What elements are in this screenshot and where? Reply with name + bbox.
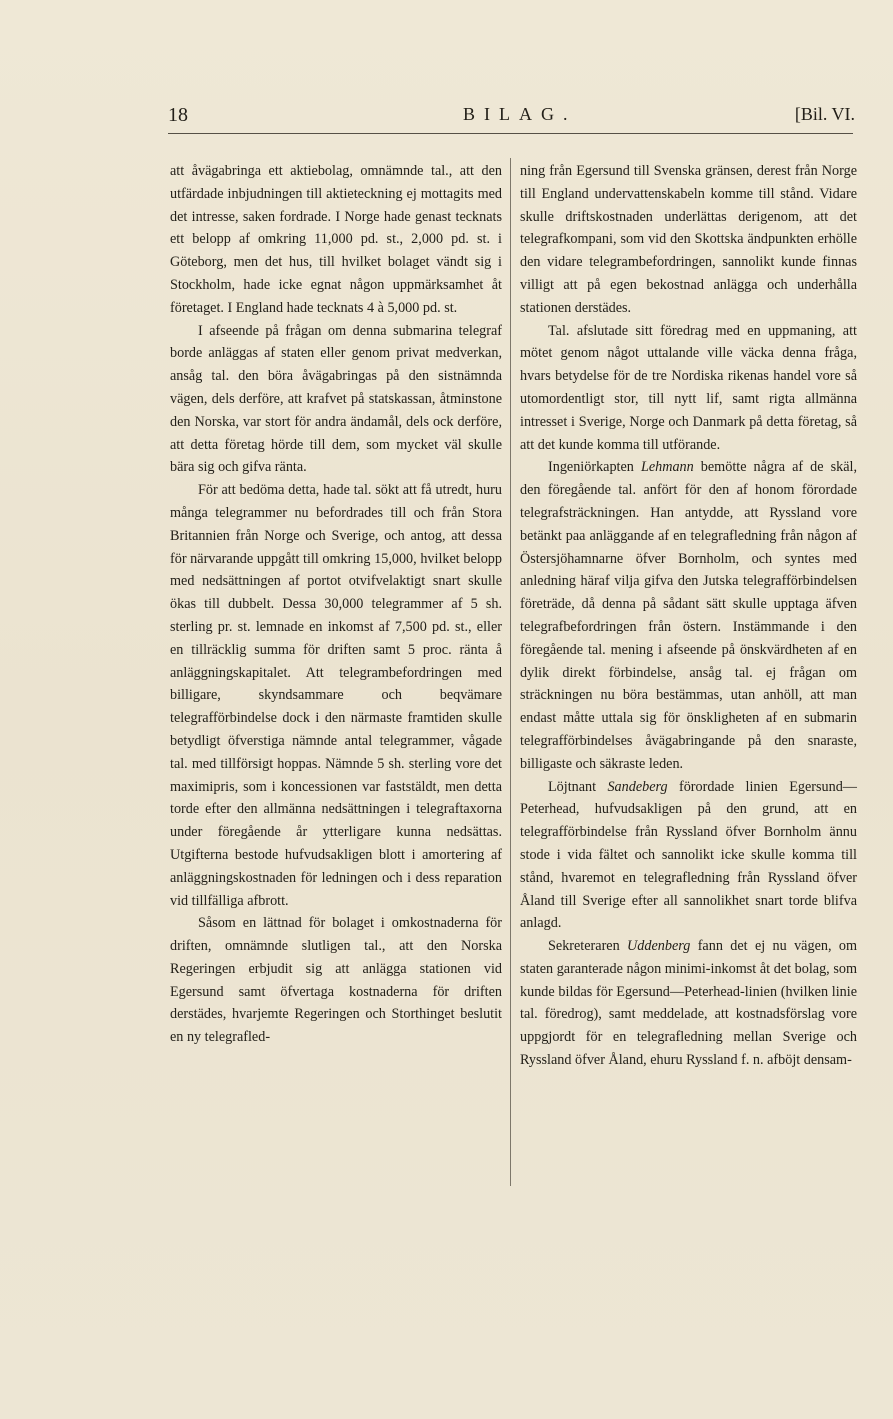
speaker-name-uddenberg: Uddenberg <box>627 938 691 955</box>
left-column <box>170 160 502 1049</box>
right-column <box>520 160 857 1072</box>
paragraph-body: bemötte några af de skäl, den föregående tal. anfört för den af honom förordade telegrafsträckningen. Han antydde, att Ryssland vore betänkt paa anläggande af en telegrafledning från någon af Östersjöhamnarne öfver Bornholm, och syntes med anledning häraf vilja gifva den Jutska telegrafförbindelsen företräde, då denna på sådant sätt skulle upptaga äfven telegrafbefordringen från östern. Instämmande i den föregående tal. mening i afseende på önskvärdheten af en dylik direkt förbindelse, ansåg tal. ej frågan om sträckningen nu böra bestämmas, utan anhöll, att man endast måtte uttala sig för önskligheten af en submarin telegrafförbindelses åvägabringande på den snaraste, billigaste och säkraste leden. <box>520 459 857 772</box>
paragraph-lead: Sekreteraren <box>548 938 628 955</box>
left-paragraph-2: I afseende på frågan om denna submarina telegraf borde anläggas af staten eller genom privat medverkan, ansåg tal. den böra åvägabringas på den sistnämnda vägen, dels derföre, att krafvet på statskassan, åtminstone den Norska, var stort för andra ändamål, dels ock derföre, att detta företag hörde till dem, som mycket väl skulle bära sig och gifva ränta. <box>170 322 502 476</box>
paragraph-lead: Löjtnant <box>548 778 608 795</box>
paragraph-lead: Ingeniörkapten <box>548 459 641 476</box>
speaker-name-sandeberg: Sandeberg <box>607 778 668 795</box>
right-paragraph-5 <box>520 935 857 1072</box>
left-paragraph-1: att åvägabringa ett aktiebolag, omnämnde tal., att den utfärdade inbjudningen till aktieteckning ej mottagits med det intresse, saken fordrade. I Norge hade genast tecknats ett belopp af omkring 11,000 pd. st., 2,000 pd. st. i Göteborg, men det hus, till hvilket bolaget vändt sig i Stockholm, hade icke egnat någon uppmärksamhet åt företaget. I England hade tecknats 4 à 5,000 pd. st. <box>170 163 502 316</box>
page-number: 18 <box>168 104 188 126</box>
header-rule <box>168 133 853 134</box>
left-paragraph-4: Såsom en lättnad för bolaget i omkostnaderna för driften, omnämnde slutligen tal., att den Norska Regeringen erbjudit sig att anlägga stationen vid Egersund samt öfvertaga kostnaderna för driften derstädes, hvarjemte Regeringen och Storthinget beslutit en ny telegrafled- <box>170 915 502 1046</box>
speaker-name-lehmann: Lehmann <box>640 459 694 476</box>
running-title: BILAG. <box>463 104 577 124</box>
right-paragraph-4 <box>520 776 857 936</box>
left-paragraph-3: För att bedöma detta, hade tal. sökt att få utredt, huru många telegrammer nu befordrades till och från Stora Britannien från Norge och Sverige, och antog, att dessa för närvarande uppgått till omkring 15,000, hvilket belopp med nedsättningen af portot otvifvelaktigt snart skulle ökas till dubbelt. Dessa 30,000 telegrammer af 5 sh. sterling pr. st. lemnade en inkomst af 7,500 pd. st., eller en tillräcklig summa för driften samt 5 proc. ränta å anläggningskapitalet. Att telegrambefordringen med billigare, skyndsammare och beqvämare telegrafförbindelse dock i den närmaste framtiden skulle betydligt öfverstiga nämnde antal telegrammer, vågade tal. med tillförsigt hoppas. Nämnde 5 sh. sterling vore det maximipris, som i koncessionen var faststäldt, men detta torde efter den allmänna nedsättningen i telegraftaxorna under föregående år ytterligare kunna nedsättas. Utgifterna bestode hufvudsakligen blott i amortering af anläggningskostnaden för ledningen och i dess reparation vid tillfälliga afbrott. <box>170 482 502 909</box>
right-paragraph-1: ning från Egersund till Svenska gränsen, derest från Norge till England undervattenskabeln komme till stånd. Vidare skulle driftskostnaden underlättas derigenom, att det telegrafkompani, som vid den Skottska ändpunkten erhölle den vidare telegrambefordringen, sannolikt kunde finnas villigt att på egen bekostnad anlägga och underhålla stationen derstädes. <box>520 163 857 316</box>
column-divider <box>510 158 511 1186</box>
paragraph-body: fann det ej nu vägen, om staten garanterade någon minimi-inkomst åt det bolag, som kunde bildas för Egersund—Peterhead-linien (hvilken linie tal. föredrog), samt meddelade, att kostnadsförslag vore uppgjordt för en telegrafledning mellan Sverige och Ryssland öfver Åland, ehuru Ryssland f. n. afböjt densam- <box>520 938 857 1069</box>
right-paragraph-2: Tal. afslutade sitt föredrag med en uppmaning, att mötet genom något uttalande ville väcka denna fråga, hvars betydelse för de tre Nordiska rikenas handel vore så utomordentligt stor, till nytt lif, samt rigta allmänna intresset i Sverige, Norge och Danmark på detta företag, så att det kunde komma till utförande. <box>520 322 857 453</box>
page-header <box>168 100 855 132</box>
section-mark: [Bil. VI. <box>794 104 855 124</box>
paragraph-body: förordade linien Egersund—Peterhead, hufvudsakligen på den grund, att en telegrafförbindelse från Ryssland öfver Bornholm ännu stode i vida fältet och sannolikt icke skulle komma till stånd, hvaremot en telegrafledning från Ryssland öfver Åland till Sverige efter all sannolikhet snart torde blifva anlagd. <box>520 778 857 932</box>
right-paragraph-3 <box>520 456 857 775</box>
